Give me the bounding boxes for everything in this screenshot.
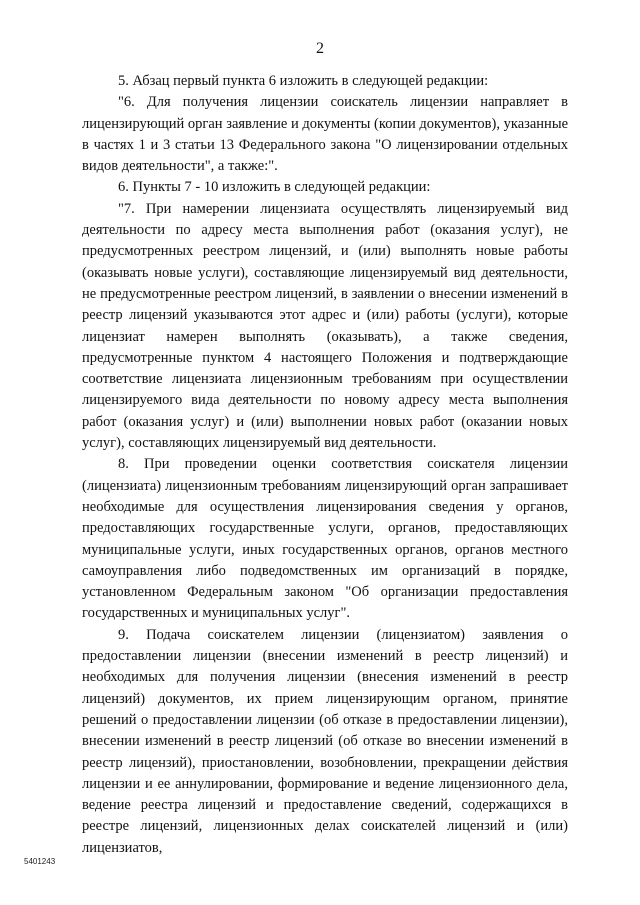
paragraph-point-7: "7. При намерении лицензиата осуществлять лицензируемый вид деятельности по адресу места выполнения работ (оказания услуг), не предусмотренных реестром лицензий, и (или) выполнять новые работы (оказывать новые услуги), составляющие лицензируемый вид деятельности, не предусмотренные реестром лицензий, в заявлении о внесении изменений в реестр лицензий указываются этот адрес и (или) работы (услуги), которые лицензиат намерен выполнять (оказывать), а также сведения, предусмотренные пунктом 4 настоящего Положения и подтверждающие соответствие лицензиата лицензионным требованиям при осуществлении лицензируемого вида деятельности по новому адресу места выполнения работ (оказания услуг) и (или) выполнении новых работ (оказании новых услуг), составляющих лицензируемый вид деятельности. xyxy=(82,200,568,452)
paragraph-item-6: 6. Пункты 7 - 10 изложить в следующей редакции: xyxy=(118,179,431,196)
page-number: 2 xyxy=(316,40,324,57)
document-code: 5401243 xyxy=(24,857,56,866)
paragraph-point-8: 8. При проведении оценки соответствия соискателя лицензии (лицензиата) лицензионным требованиям лицензирующий орган запрашивает необходимые для осуществления лицензирования сведения у органов, предоставляющих государственные услуги, органов, предоставляющих муниципальные услуги, иных государственных органов, органов местного самоуправления либо подведомственных им организаций в порядке, установленном Федеральным законом "Об организации предоставления государственных и муниципальных услуг". xyxy=(82,456,568,622)
document-body xyxy=(82,71,568,859)
paragraph-item-6-quote: "6. Для получения лицензии соискатель лицензии направляет в лицензирующий орган заявление и документы (копии документов), указанные в частях 1 и 3 статьи 13 Федерального закона "О лицензировании отдельных видов деятельности", а также:". xyxy=(82,94,568,175)
paragraph-item-5: 5. Абзац первый пункта 6 изложить в следующей редакции: xyxy=(118,73,489,89)
paragraph-point-9: 9. Подача соискателем лицензии (лицензиатом) заявления о предоставлении лицензии (внесении изменений в реестр лицензий) и необходимых для получения лицензии (внесения изменений в реестр лицензий) документов, их прием лицензирующим органом, принятие решений о предоставлении лицензии (об отказе в предоставлении лицензии), внесении изменений в реестр лицензий (об отказе во внесении изменений в реестр лицензий), приостановлении, возобновлении, прекращении действия лицензии и ее аннулировании, формирование и ведение лицензионного дела, ведение реестра лицензий и предоставление сведений, содержащихся в реестре лицензий, лицензионных делах соискателей лицензий и (или) лицензиатов, xyxy=(82,626,568,856)
